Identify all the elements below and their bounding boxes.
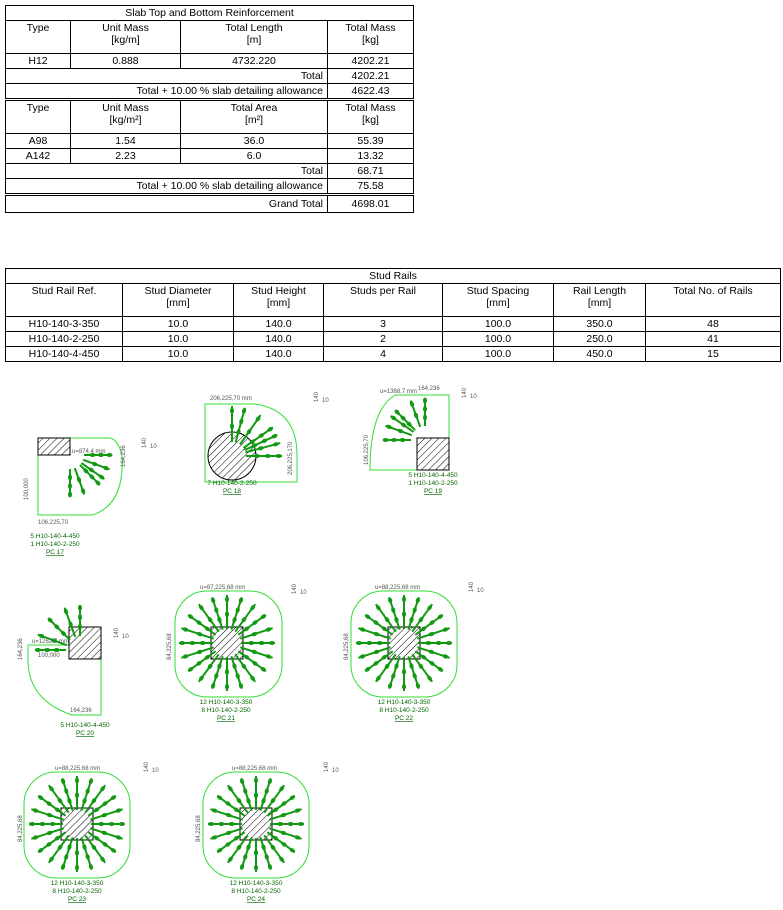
bar-total-label: Total — [6, 69, 328, 84]
height-label: 140 — [292, 583, 298, 594]
dim-c: 100,000 — [24, 478, 30, 500]
stud — [280, 812, 287, 818]
cell-stud-height: 140.0 — [234, 317, 324, 332]
cell-type: A142 — [6, 149, 71, 164]
stud — [68, 483, 72, 489]
rail-group — [68, 453, 112, 497]
stud — [254, 865, 258, 871]
stud — [85, 853, 91, 860]
cell-rail-ref: H10-140-3-350 — [6, 317, 123, 332]
stud — [46, 830, 53, 836]
cell-total-length: 4732.220 — [181, 54, 328, 69]
stud — [413, 412, 419, 419]
stud — [242, 853, 248, 860]
stud — [259, 641, 265, 645]
stud — [359, 627, 366, 633]
pc-ref-label: PC 17 — [45, 549, 65, 556]
stud — [298, 822, 304, 826]
stud — [359, 654, 366, 660]
stud — [119, 822, 125, 826]
stud — [246, 844, 252, 851]
stud — [235, 672, 241, 679]
cell-studs-per-rail: 2 — [324, 332, 443, 347]
stud — [261, 797, 267, 804]
rail-count-line: 8 H10-140-2-250 — [201, 707, 251, 714]
stud — [85, 788, 91, 795]
stud — [67, 844, 73, 851]
column — [38, 438, 70, 455]
stud — [294, 835, 301, 841]
mesh-total-value: 68.71 — [328, 164, 414, 179]
dim-a: 84,225,68 — [18, 815, 24, 842]
dim-u: u=87,225,68 mm — [200, 585, 246, 591]
pc21-detail — [167, 583, 307, 722]
cell-total-mass: 13.32 — [328, 149, 414, 164]
header-total-mass: Total Mass [kg] — [328, 21, 414, 54]
stud — [390, 607, 396, 614]
stud — [239, 418, 244, 425]
stud — [254, 777, 258, 783]
stud — [98, 822, 104, 826]
column — [417, 438, 449, 470]
header-total-rails: Total No. of Rails — [646, 284, 781, 317]
stud — [415, 597, 421, 604]
rail-count-line: 8 H10-140-2-250 — [52, 888, 102, 895]
height-label: 10 — [332, 768, 339, 774]
stud — [225, 812, 232, 818]
dim-b: 106,225,70 — [364, 434, 370, 465]
stud — [238, 682, 244, 689]
pc-ref-label: PC 19 — [423, 488, 443, 495]
cell-stud-diameter: 10.0 — [123, 347, 234, 362]
header-type: Type — [6, 21, 71, 54]
stud — [387, 682, 393, 689]
stud — [63, 788, 69, 795]
stud — [235, 607, 241, 614]
stud — [88, 863, 94, 870]
pc-ref-label: PC 24 — [246, 896, 266, 903]
header-studs-per-rail: Studs per Rail — [324, 284, 443, 317]
stud — [264, 788, 270, 795]
stud — [387, 597, 393, 604]
stud — [210, 597, 216, 604]
cell-total-mass: 4202.21 — [328, 54, 414, 69]
stud — [196, 631, 203, 637]
stud — [264, 853, 270, 860]
stud — [32, 835, 39, 841]
rail-count-line: 1 H10-140-2-250 — [408, 480, 458, 487]
column — [240, 808, 272, 840]
height-label: 10 — [477, 588, 484, 594]
stud — [428, 631, 435, 637]
height-label: 140 — [142, 437, 148, 448]
height-label: 140 — [114, 627, 120, 638]
stud — [78, 614, 82, 620]
dim-u: 206,225,70 mm — [210, 396, 252, 402]
stud — [269, 641, 275, 645]
pc-ref-label: PC 20 — [75, 730, 95, 737]
stud — [76, 476, 82, 483]
stud — [103, 465, 110, 471]
stud — [385, 424, 392, 430]
bar-total-value: 4202.21 — [328, 69, 414, 84]
mesh-allowance-label: Total + 10.00 % slab detailing allowance — [6, 179, 328, 195]
stud — [225, 611, 229, 617]
rail-count-line: 12 H10-140-3-350 — [199, 699, 253, 706]
dim-b: 106,225,70 — [38, 520, 69, 526]
stud — [115, 835, 122, 841]
stud — [217, 616, 223, 623]
column — [211, 627, 243, 659]
pc22-detail — [344, 581, 484, 722]
stud — [254, 454, 260, 458]
height-label: 10 — [122, 634, 129, 640]
stud — [409, 616, 415, 623]
stud — [75, 792, 79, 798]
dim-a: 164,236 — [70, 708, 92, 714]
stud — [75, 850, 79, 856]
cell-total-rails: 48 — [646, 317, 781, 332]
cell-unit-mass: 1.54 — [71, 134, 181, 149]
stud — [400, 438, 406, 442]
stud — [415, 682, 421, 689]
stud — [75, 865, 79, 871]
mesh-allowance-value: 75.58 — [328, 179, 414, 195]
stud — [88, 778, 94, 785]
header-stud-height: Stud Height [mm] — [234, 284, 324, 317]
stud — [68, 474, 72, 480]
header-stud-spacing: Stud Spacing [mm] — [443, 284, 554, 317]
dim-a: 164,236 — [121, 445, 127, 467]
stud — [442, 654, 449, 660]
header-total-mass: Total Mass [kg] — [328, 100, 414, 134]
rail-count-line: 5 H10-140-4-450 — [60, 722, 110, 729]
cell-rail-length: 350.0 — [554, 317, 646, 332]
dim-a: 164,236 — [18, 638, 24, 660]
stud — [246, 797, 252, 804]
stud — [211, 808, 218, 814]
cell-total-area: 6.0 — [181, 149, 328, 164]
stud — [254, 792, 258, 798]
grand-total-value: 4698.01 — [328, 195, 414, 213]
bar-allowance-label: Total + 10.00 % slab detailing allowance — [6, 84, 328, 100]
pc-ref-label: PC 22 — [394, 715, 414, 722]
stud — [232, 663, 238, 670]
stud — [213, 672, 219, 679]
cell-rail-length: 250.0 — [554, 332, 646, 347]
pc18-detail — [205, 391, 329, 495]
stud — [294, 808, 301, 814]
stud — [200, 641, 206, 645]
height-label: 10 — [470, 394, 477, 400]
stud — [425, 641, 431, 645]
pc24-detail — [196, 761, 339, 903]
stud — [402, 611, 406, 617]
dim-a: 84,225,68 — [167, 633, 173, 660]
stud — [412, 672, 418, 679]
stud — [109, 822, 115, 826]
height-label: 140 — [314, 391, 320, 402]
stud — [101, 812, 108, 818]
slab-table-title: Slab Top and Bottom Reinforcement — [6, 6, 414, 21]
stud — [91, 461, 98, 467]
rail-count-line: 12 H10-140-3-350 — [50, 880, 104, 887]
stud — [394, 616, 400, 623]
stud — [442, 627, 449, 633]
cell-total-rails: 15 — [646, 347, 781, 362]
stud — [75, 777, 79, 783]
stud — [229, 822, 235, 826]
stud — [230, 408, 234, 414]
stud — [44, 648, 50, 652]
stud — [265, 627, 272, 633]
stud-table-title: Stud Rails — [6, 269, 781, 284]
stud — [390, 672, 396, 679]
stud — [225, 830, 232, 836]
stud — [32, 808, 39, 814]
stud — [397, 428, 404, 434]
cell-type: H12 — [6, 54, 71, 69]
stud — [50, 822, 56, 826]
stud — [356, 641, 362, 645]
stud — [423, 406, 427, 412]
height-label: 10 — [150, 444, 157, 450]
stud — [54, 648, 60, 652]
cell-stud-height: 140.0 — [234, 332, 324, 347]
stud — [272, 442, 279, 447]
stud — [29, 822, 35, 826]
stud — [373, 631, 380, 637]
dim-a: 206,225,170 — [288, 441, 294, 475]
stud — [267, 863, 273, 870]
rail-count-line: 8 H10-140-2-250 — [379, 707, 429, 714]
stud — [106, 453, 112, 457]
pc17-detail — [24, 437, 157, 556]
stud — [373, 649, 380, 655]
stud — [239, 778, 245, 785]
cell-rail-length: 450.0 — [554, 347, 646, 362]
cell-stud-spacing: 100.0 — [443, 317, 554, 332]
height-label: 140 — [144, 761, 150, 772]
cell-stud-spacing: 100.0 — [443, 332, 554, 347]
dim-a: 84,225,68 — [196, 815, 202, 842]
cell-stud-height: 140.0 — [234, 347, 324, 362]
header-rail-length: Rail Length [mm] — [554, 284, 646, 317]
stud — [277, 822, 283, 826]
stud — [412, 607, 418, 614]
dim-u: u=1368.7 mm — [380, 389, 417, 395]
stud — [225, 684, 229, 690]
stud — [377, 641, 383, 645]
rail-count-line: 1 H10-140-2-250 — [30, 541, 80, 548]
stud — [366, 641, 372, 645]
height-label: 10 — [322, 398, 329, 404]
header-unit-mass: Unit Mass [kg/m] — [71, 21, 181, 54]
stud — [63, 608, 69, 615]
dim-u: u=874.4 mm — [72, 449, 106, 455]
stud — [82, 797, 88, 804]
dim-u: u=88,225,68 mm — [375, 585, 421, 591]
cell-studs-per-rail: 4 — [324, 347, 443, 362]
stud — [238, 597, 244, 604]
bar-allowance-value: 4622.43 — [328, 84, 414, 100]
stud — [210, 682, 216, 689]
stud — [241, 407, 246, 414]
stud — [265, 654, 272, 660]
stud — [225, 596, 229, 602]
header-unit-mass: Unit Mass [kg/m²] — [71, 100, 181, 134]
cell-rail-ref: H10-140-2-250 — [6, 332, 123, 347]
pc23-detail — [18, 761, 159, 903]
header-total-area: Total Area [m²] — [181, 100, 328, 134]
header-total-length: Total Length [m] — [181, 21, 328, 54]
header-type: Type — [6, 100, 71, 134]
stud — [182, 627, 189, 633]
stud — [423, 398, 427, 404]
cell-stud-spacing: 100.0 — [443, 347, 554, 362]
stud — [46, 812, 53, 818]
rail-count-line: 5 H10-140-4-450 — [30, 533, 80, 540]
stud — [60, 863, 66, 870]
pc19-detail — [364, 386, 477, 495]
stud — [267, 778, 273, 785]
stud — [211, 835, 218, 841]
stud — [35, 648, 41, 652]
stud — [232, 616, 238, 623]
mesh-total-label: Total — [6, 164, 328, 179]
height-label: 10 — [300, 590, 307, 596]
stud — [60, 778, 66, 785]
stud — [196, 649, 203, 655]
dim-u: u=1262.7 mm — [32, 639, 69, 645]
stud — [423, 415, 427, 421]
stud — [265, 454, 271, 458]
stud — [409, 400, 415, 407]
stud — [428, 649, 435, 655]
rail-group — [383, 398, 427, 442]
stud — [239, 863, 245, 870]
stud — [63, 853, 69, 860]
rail-count-line: 8 H10-140-2-250 — [231, 888, 281, 895]
dim-u: u=88,225,68 mm — [232, 766, 278, 772]
rail-count-line: 12 H10-140-3-350 — [377, 699, 431, 706]
rail-count-line: 5 H10-140-4-450 — [408, 472, 458, 479]
pc20-detail — [18, 605, 129, 737]
stud — [189, 641, 195, 645]
cell-rail-ref: H10-140-4-450 — [6, 347, 123, 362]
stud — [402, 684, 406, 690]
stud — [82, 844, 88, 851]
stud — [67, 797, 73, 804]
stud — [225, 669, 229, 675]
pc-ref-label: PC 23 — [67, 896, 87, 903]
stud — [402, 596, 406, 602]
stud — [230, 423, 234, 429]
stud — [179, 641, 185, 645]
stud — [251, 649, 258, 655]
stud — [288, 822, 294, 826]
stud — [39, 822, 45, 826]
stud — [182, 654, 189, 660]
stud — [257, 446, 264, 451]
stud — [213, 607, 219, 614]
stud — [394, 663, 400, 670]
stud — [242, 788, 248, 795]
dim-a: 164,236 — [418, 386, 440, 392]
stud — [383, 438, 389, 442]
grand-total-label: Grand Total — [6, 195, 328, 213]
stud — [446, 641, 452, 645]
pc-ref-label: PC 18 — [222, 488, 242, 495]
stud — [254, 850, 258, 856]
cell-studs-per-rail: 3 — [324, 317, 443, 332]
dim-u: u=88,225,68 mm — [55, 766, 101, 772]
stud — [78, 605, 82, 611]
height-label: 140 — [469, 581, 475, 592]
stud — [80, 488, 86, 495]
rail-count-line: 12 H10-140-3-350 — [229, 880, 283, 887]
stud — [280, 830, 287, 836]
cell-total-area: 36.0 — [181, 134, 328, 149]
stud — [409, 663, 415, 670]
cell-stud-diameter: 10.0 — [123, 317, 234, 332]
dim-b: 100,000 — [38, 653, 60, 659]
cell-type: A98 — [6, 134, 71, 149]
header-rail-ref: Stud Rail Ref. — [6, 284, 123, 317]
rail-count-line: 7 H10-140-2-250 — [207, 480, 257, 487]
cell-unit-mass: 0.888 — [71, 54, 181, 69]
stud — [261, 844, 267, 851]
stud — [68, 491, 72, 497]
stud — [248, 641, 254, 645]
height-label: 140 — [462, 387, 468, 398]
stud — [218, 822, 224, 826]
cell-total-rails: 41 — [646, 332, 781, 347]
column — [388, 627, 420, 659]
stud — [391, 438, 397, 442]
stud — [217, 663, 223, 670]
stud — [101, 830, 108, 836]
stud — [436, 641, 442, 645]
cell-total-mass: 55.39 — [328, 134, 414, 149]
column — [61, 808, 93, 840]
stud — [402, 669, 406, 675]
stud — [78, 624, 82, 630]
stud — [208, 822, 214, 826]
pc-ref-label: PC 21 — [216, 715, 236, 722]
stud — [115, 808, 122, 814]
header-stud-diameter: Stud Diameter [mm] — [123, 284, 234, 317]
height-label: 10 — [152, 768, 159, 774]
cell-stud-diameter: 10.0 — [123, 332, 234, 347]
height-label: 140 — [324, 761, 330, 772]
stud — [276, 454, 282, 458]
cell-unit-mass: 2.23 — [71, 149, 181, 164]
stud — [251, 631, 258, 637]
dim-a: 84,225,68 — [344, 633, 350, 660]
